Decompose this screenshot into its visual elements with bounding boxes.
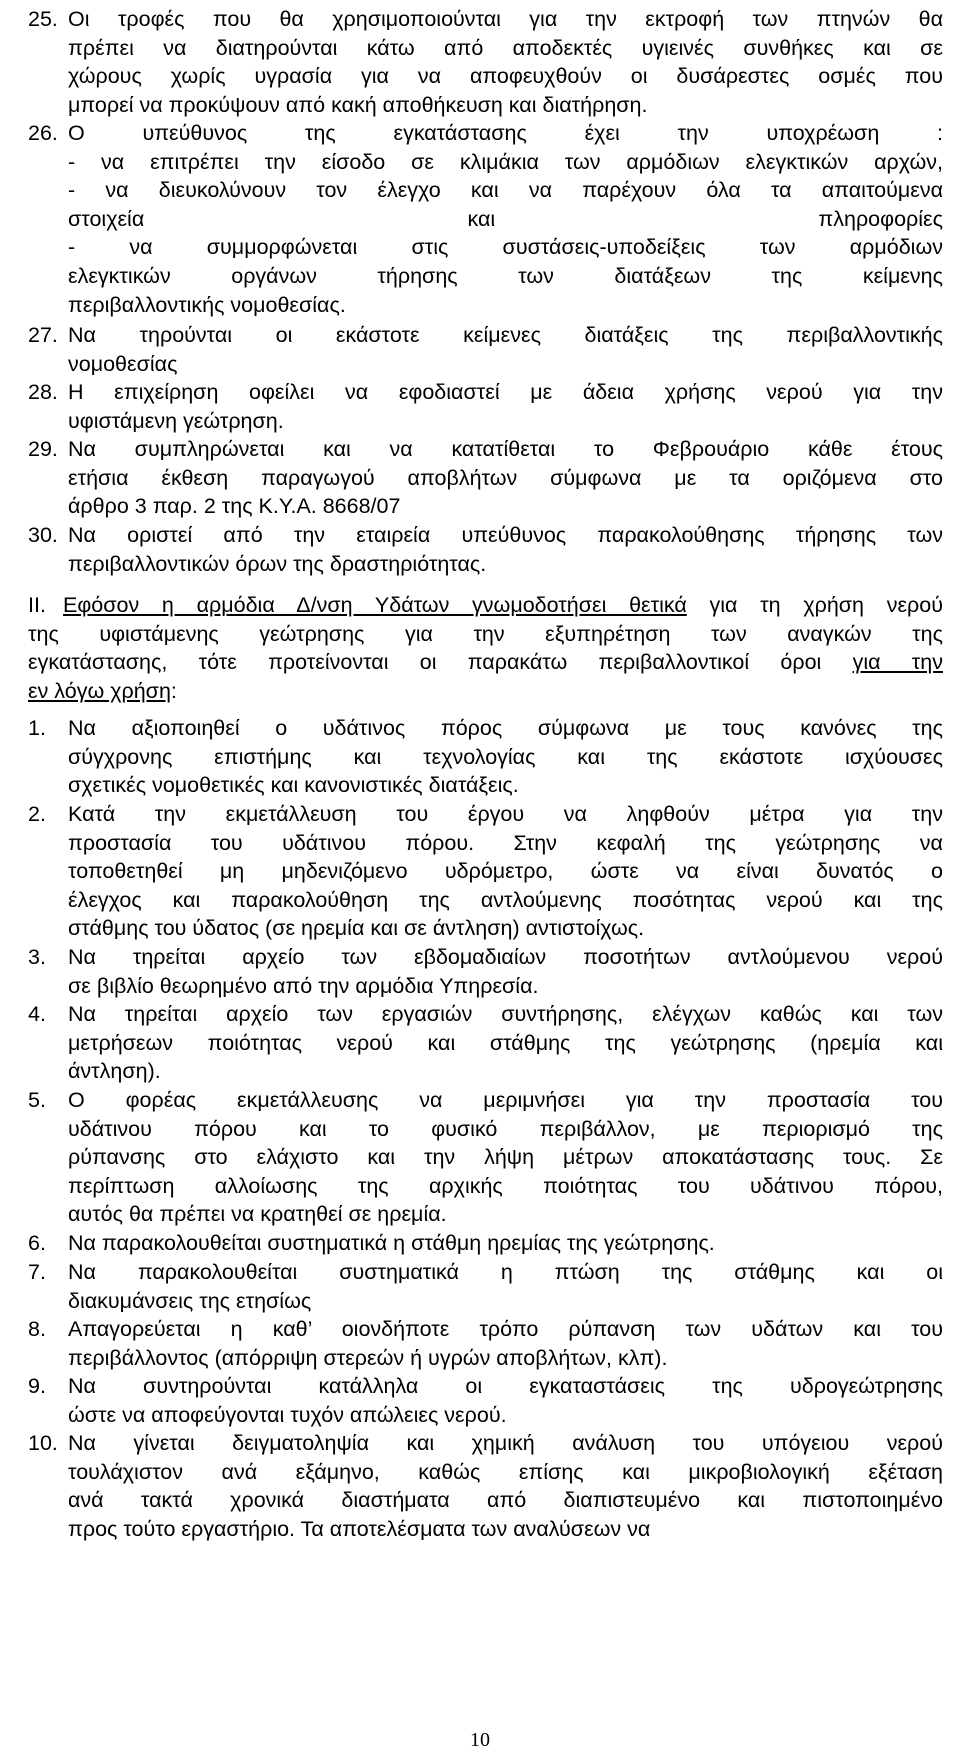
text-line: Ο φορέας εκμετάλλευσης να μεριμνήσει για την προστασία του [68,1088,943,1112]
text-line: Να τηρείται αρχείο των εργασιών συντήρησης, ελέγχων καθώς και των [68,1002,943,1026]
text-line: πρέπει να διατηρούνται κάτω από αποδεκτές υγιεινές συνθήκες και σε [68,35,943,60]
list-item-number: 25. [28,7,58,31]
list-item-number: 9. [28,1374,46,1398]
text-fragment: εγκατάστασης, τότε προτείνονται οι παρακάτω περιβαλλοντικοί όροι [28,650,853,675]
page-number: 10 [470,1729,490,1751]
text-line: έλεγχος και παρακολούθηση της αντλούμενης ποσότητας νερού και της [68,887,943,912]
text-line: αυτός θα πρέπει να κρατηθεί σε ηρεμία. [68,1202,447,1227]
text-line: περιβαλλοντικής νομοθεσίας. [68,292,346,317]
text-line: Να οριστεί από την εταιρεία υπεύθυνος παρακολούθησης τήρησης των [68,523,943,547]
list-item-text [68,5,943,119]
text-line [28,648,943,677]
text-line: της υφιστάμενης γεώτρησης για την εξυπηρέτηση των αναγκών της [28,621,943,646]
text-line: νομοθεσίας [68,351,178,376]
section-numeral: II. [28,593,46,617]
list-item-number: 4. [28,1002,46,1026]
text-line: μπορεί να προκύψουν από κακή αποθήκευση και διατήρηση. [68,92,648,117]
text-line [28,677,943,706]
text-line: τοποθετηθεί μη μηδενιζόμενο υδρόμετρο, ώστε να είναι δυνατός ο [68,859,943,884]
list-item-text [68,378,943,435]
text-line: Να συμπληρώνεται και να κατατίθεται το Φεβρουάριο κάθε έτους [68,437,943,461]
text-line: τουλάχιστον ανά εξάμηνο, καθώς επίσης και μικροβιολογική εξέταση [68,1459,943,1484]
text-line: προστασία του υδάτινου πόρου. Στην κεφαλή της γεώτρησης να [68,830,943,855]
list-item-number: 7. [28,1260,46,1284]
list-item-text [68,1086,943,1229]
text-line: ετήσια έκθεση παραγωγού αποβλήτων σύμφωνα με τα οριζόμενα στο [68,465,943,490]
text-line: υδάτινου πόρου και το φυσικό περιβάλλον, με περιορισμό της [68,1116,943,1141]
text-line: υφιστάμενη γεώτρηση. [68,408,284,433]
list-item-text [68,1372,943,1429]
text-line: Να τηρούνται οι εκάστοτε κείμενες διατάξεις της περιβαλλοντικής [68,323,943,347]
list-item-text [68,1429,943,1543]
text-line: άρθρο 3 παρ. 2 της Κ.Υ.Α. 8668/07 [68,494,401,519]
list-item-number: 28. [28,380,58,404]
text-line: ελεγκτικών οργάνων τήρησης των διατάξεων της κείμενης [68,263,943,288]
text-line: Να παρακολουθείται συστηματικά η πτώση της στάθμης και οι [68,1260,943,1284]
section-ii-paragraph [28,591,943,705]
text-line: Να τηρείται αρχείο των εβδομαδιαίων ποσοτήτων αντλούμενου νερού [68,945,943,969]
text-line: σχετικές νομοθετικές και κανονιστικές διατάξεις. [68,773,519,798]
list-item-text [68,714,943,800]
list-item-number: 6. [28,1231,46,1255]
text-fragment: : [170,678,177,703]
list-item-number: 30. [28,523,58,547]
list-item-text [68,435,943,521]
list-item-number: 26. [28,121,58,145]
list-item-text [68,1000,943,1086]
text-line: - να επιτρέπει την είσοδο σε κλιμάκια των αρμόδιων ελεγκτικών αρχών, [68,149,943,174]
list-item-number: 8. [28,1317,46,1341]
underlined-phrase: για την [852,650,943,675]
underlined-condition: Εφόσον η αρμόδια Δ/νση Υδάτων γνωμοδοτήσει θετικά [63,593,687,617]
text-line: ανά τακτά χρονικά διαστήματα από διαπιστευμένο και πιστοποιημένο [68,1488,943,1513]
list-item-text [68,521,943,578]
list-item-text [68,119,943,319]
text-line: Να συντηρούνται κατάλληλα οι εγκαταστάσεις της υδρογεώτρησης [68,1374,943,1398]
text-line: χώρους χωρίς υγρασία για να αποφευχθούν οι δυσάρεστες οσμές που [68,64,943,89]
list-item-text [68,943,943,1000]
list-item-text [68,1229,943,1258]
text-line: περίπτωση αλλοίωσης της αρχικής ποιότητας του υδάτινου πόρου, [68,1173,943,1198]
text-line: σύγχρονης επιστήμης και τεχνολογίας και της εκάστοτε ισχύουσες [68,744,943,769]
list-item-number: 3. [28,945,46,969]
text-line: σε βιβλίο θεωρημένο από την αρμόδια Υπηρεσία. [68,973,539,998]
text-line: στοιχεία και πληροφορίες [68,206,943,231]
text-line: περιβάλλοντος (απόρριψη στερεών ή υγρών αποβλήτων, κλπ). [68,1345,668,1370]
text-line: Απαγορεύεται η καθ’ οιονδήποτε τρόπο ρύπανση των υδάτων και του [68,1317,943,1341]
text-fragment: για τη χρήση νερού [686,593,943,617]
text-line: ώστε να αποφεύγονται τυχόν απώλειες νερού. [68,1402,507,1427]
list-item-text [68,321,943,378]
underlined-phrase: εν λόγω χρήση [28,678,171,703]
text-line: άντληση). [68,1059,161,1084]
list-item-number: 29. [28,437,58,461]
text-line: Να παρακολουθείται συστηματικά η στάθμη ηρεμίας της γεώτρησης. [68,1231,715,1255]
text-line [28,591,943,620]
list-item-text [68,1315,943,1372]
text-line: - να διευκολύνουν τον έλεγχο και να παρέχουν όλα τα απαιτούμενα [68,178,943,203]
text-line: μετρήσεων ποιότητας νερού και στάθμης της γεώτρησης (ηρεμία και [68,1030,943,1055]
text-line: περιβαλλοντικών όρων της δραστηριότητας. [68,551,487,576]
text-line: στάθμης του ύδατος (σε ηρεμία και σε άντληση) αντιστοίχως. [68,916,645,941]
list-item-number: 1. [28,716,46,740]
list-item-text [68,1258,943,1315]
list-item-number: 27. [28,323,58,347]
text-line: Να γίνεται δειγματοληψία και χημική ανάλυση του υπόγειου νερού [68,1431,943,1455]
text-line: Να αξιοποιηθεί ο υδάτινος πόρος σύμφωνα με τους κανόνες της [68,716,943,740]
text-line: διακυμάνσεις της ετησίως [68,1288,312,1313]
list-item-number: 5. [28,1088,46,1112]
list-item-number: 10. [28,1431,58,1455]
text-line: ρύπανσης στο ελάχιστο και την λήψη μέτρων αποκατάστασης τους. Σε [68,1145,943,1170]
list-item-number: 2. [28,802,46,826]
text-line: προς τούτο εργαστήριο. Τα αποτελέσματα των αναλύσεων να [68,1516,651,1541]
list-item-text [68,800,943,943]
text-line: - να συμμορφώνεται στις συστάσεις-υποδείξεις των αρμόδιων [68,235,943,260]
text-line: Κατά την εκμετάλλευση του έργου να ληφθούν μέτρα για την [68,802,943,826]
text-line: Οι τροφές που θα χρησιμοποιούνται για την εκτροφή των πτηνών θα [68,7,943,31]
text-line: Η επιχείρηση οφείλει να εφοδιαστεί με άδεια χρήσης νερού για την [68,380,943,404]
text-line: Ο υπεύθυνος της εγκατάστασης έχει την υποχρέωση : [68,121,943,145]
